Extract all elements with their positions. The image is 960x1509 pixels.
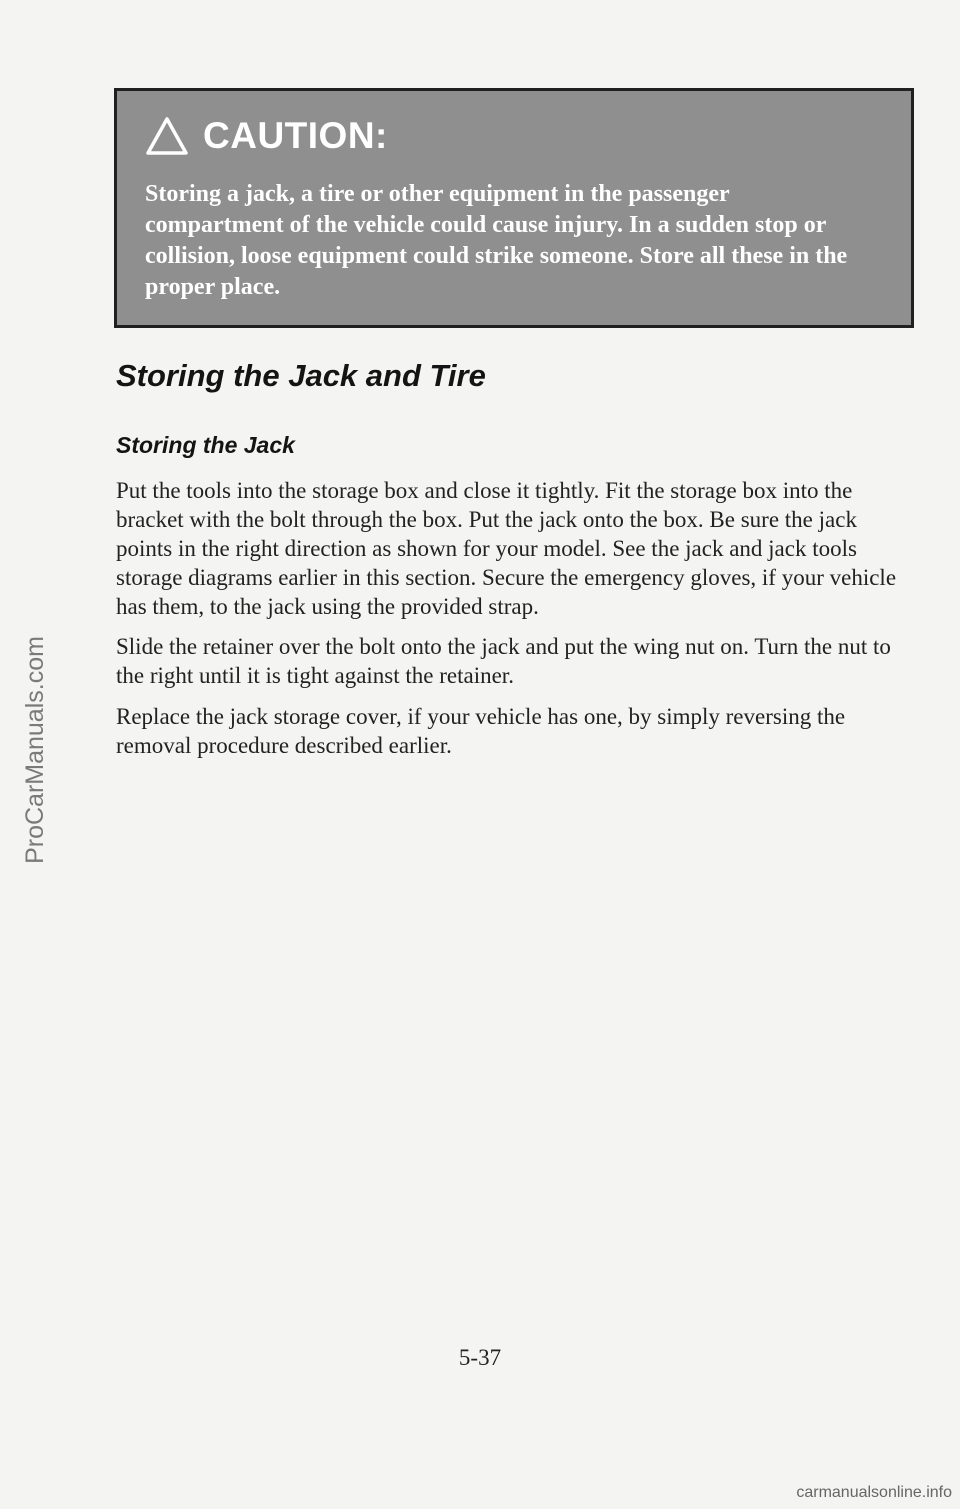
bottom-watermark: carmanualsonline.info [796, 1484, 952, 1501]
warning-triangle-icon [145, 116, 189, 156]
caution-box [114, 88, 914, 328]
caution-title: CAUTION: [203, 115, 388, 156]
paragraph-wing-nut: Slide the retainer over the bolt onto the jack and put the wing nut on. Turn the nut to the right until it is tight against the retainer. [116, 634, 891, 688]
subsection-title: Storing the Jack [116, 432, 295, 458]
paragraph-replace-cover: Replace the jack storage cover, if your vehicle has one, by simply reversing the removal procedure described earlier. [116, 704, 846, 758]
section-title: Storing the Jack and Tire [116, 358, 486, 393]
caution-text: Storing a jack, a tire or other equipment in the passenger compartment of the vehicle could cause injury. In a sudden stop or collision, loose equipment could strike someone. Store all these in the proper place. [145, 181, 848, 300]
side-watermark-text: ProCarManuals.com [21, 636, 49, 864]
paragraph-store-tools: Put the tools into the storage box and close it tightly. Fit the storage box into the bracket with the bolt through the box. Put the jack onto the box. Be sure the jack points in the right direction as shown for your model. See the jack and jack tools storage diagrams earlier in this section. Secure the emergency gloves, if your vehicle has them, to the jack using the provided strap. [116, 478, 897, 619]
caution-header [145, 111, 388, 161]
page-number: 5-37 [458, 1345, 502, 1370]
side-watermark [10, 600, 60, 900]
